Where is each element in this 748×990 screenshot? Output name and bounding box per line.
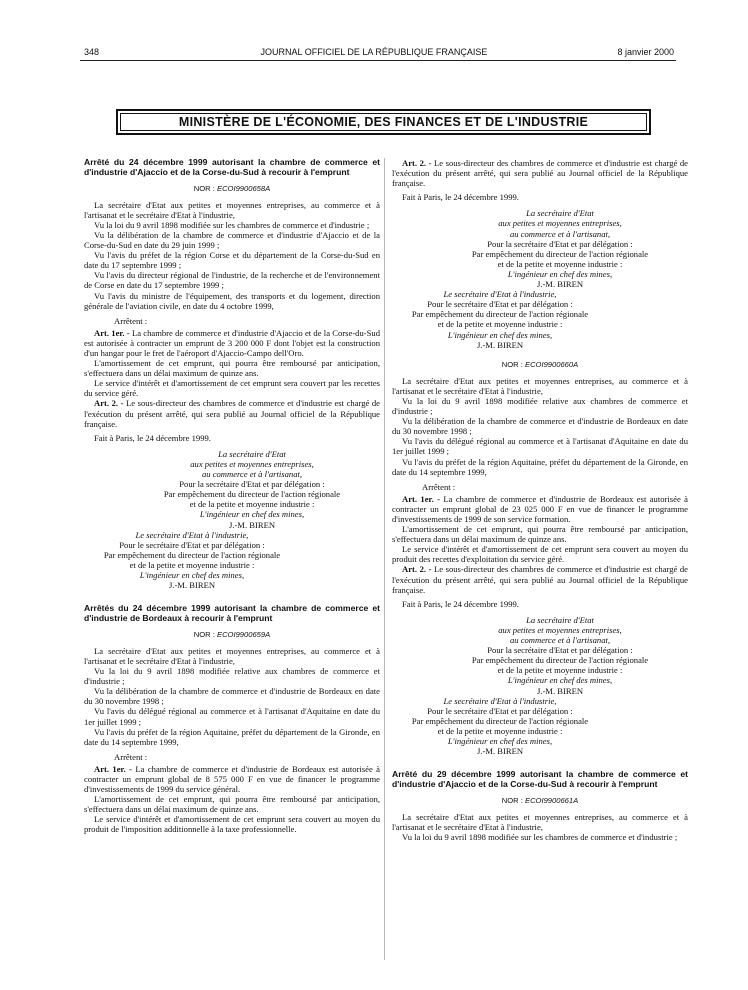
paragraph: La secrétaire d'Etat aux petites et moyennes entreprises, au commerce et à l'artisanat et le secrétaire d'Etat à l'industrie, [392,811,688,832]
paragraph: Vu l'avis du délégué régional au commerce et à l'artisanat d'Aquitaine en date du 1er juillet 1999 ; [392,436,688,457]
article-1: Art. 1er. - La chambre de commerce et d'industrie d'Ajaccio et de la Corse-du-Sud est autorisée à contracter un emprunt de 3 200 000 F dont l'objet est la construction d'un hangar pour le fret de l'aéroport d'Ajaccio-Campo dell'Oro. [84,327,380,358]
ministry-banner [116,109,651,135]
page-number: 348 [84,47,100,57]
article-1: Art. 1er. - La chambre de commerce et d'industrie de Bordeaux est autorisée à contracter un emprunt global de 23 025 000 F en vue de financer le programme d'investissements de 1999 de son service formation. [392,493,688,524]
decree-title: Arrêté du 29 décembre 1999 autorisant la chambre de commerce et d'industrie d'Ajaccio et de la Corse-du-Sud à recourir à l'emprunt [392,769,688,789]
signature-block: La secrétaire d'Etat aux petites et moyennes entreprises, au commerce et à l'artisanat, Pour la secrétaire d'Etat et par délégation : Par empêchement du directeur de l'action régionale et de la petite et moyenne industrie : L'ingénieur en chef des mines, J.-M. BIREN [163,448,341,530]
signature-block: La secrétaire d'Etat aux petites et moyennes entreprises, au commerce et à l'artisanat, Pour la secrétaire d'Etat et par délégation : Par empêchement du directeur de l'action régionale et de la petite et moyenne industrie : L'ingénieur en chef des mines, J.-M. BIREN [471,208,649,290]
paragraph: Vu la loi du 9 avril 1898 modifiée relative aux chambres de commerce et d'industrie ; [84,666,380,687]
signature-block: Le secrétaire d'Etat à l'industrie, Pour le secrétaire d'Etat et par délégation : Par empêchement du directeur de l'action régionale et de la petite et moyenne industrie : L'ingénieur en chef des mines, J.-M. BIREN [411,289,589,350]
paragraph: Vu la loi du 9 avril 1898 modifiée relative aux chambres de commerce et d'industrie ; [392,395,688,417]
arretent: Arrêtent : [114,751,148,762]
paragraph: La secrétaire d'Etat aux petites et moyennes entreprises, au commerce et à l'artisanat et le secrétaire d'Etat à l'industrie, [392,375,688,396]
paragraph: Vu la délibération de la chambre de commerce et d'industrie d'Ajaccio et de la Corse-du-Sud en date du 29 juin 1999 ; [84,229,380,251]
paragraph: Vu la loi du 9 avril 1898 modifiée sur les chambres de commerce et d'industrie ; [94,219,370,230]
paragraph: Vu l'avis du préfet de la région Aquitaine, préfet du département de la Gironde, en date du 14 septembre 1999, [392,456,688,477]
issue-date: 8 janvier 2000 [617,47,674,57]
right-column [392,158,688,842]
paragraph: Le service d'intérêt et d'amortissement de cet emprunt sera couvert au moyen du produit de l'imposition additionnelle à la taxe professionnelle. [84,814,380,835]
paragraph: Vu la loi du 9 avril 1898 modifiée sur les chambres de commerce et d'industrie ; [402,832,678,843]
paragraph: Le service d'intérêt et d'amortissement de cet emprunt sera couvert par les recettes du service géré. [84,378,380,399]
signature-date: Fait à Paris, le 24 décembre 1999. [402,598,519,609]
signature-block: La secrétaire d'Etat aux petites et moyennes entreprises, au commerce et à l'artisanat, Pour la secrétaire d'Etat et par délégation : Par empêchement du directeur de l'action régionale et de la petite et moyenne industrie : L'ingénieur en chef des mines, J.-M. BIREN [471,614,649,696]
journal-title: JOURNAL OFFICIEL DE LA RÉPUBLIQUE FRANÇAISE [260,47,488,57]
left-column [84,158,380,835]
arretent: Arrêtent : [114,315,148,326]
paragraph: Vu l'avis du ministre de l'équipement, des transports et du logement, direction générale de l'aviation civile, en date du 4 octobre 1999, [84,290,380,311]
decree-title: Arrêtés du 24 décembre 1999 autorisant la chambre de commerce et d'industrie de Bordeaux à recourir à l'emprunt [84,603,380,623]
nor-reference: NOR : ECOI9900659A [193,629,271,639]
paragraph: L'amortissement de cet emprunt, qui pourra être remboursé par anticipation, s'effectuera dans un délai maximum de quinze ans. [84,358,380,379]
signature-block: Le secrétaire d'Etat à l'industrie, Pour le secrétaire d'Etat et par délégation : Par empêchement du directeur de l'action régionale et de la petite et moyenne industrie : L'ingénieur en chef des mines, J.-M. BIREN [103,529,281,591]
paragraph: La secrétaire d'Etat aux petites et moyennes entreprises, au commerce et à l'artisanat et le secrétaire d'Etat à l'industrie, [84,199,380,220]
paragraph: Vu la délibération de la chambre de commerce et d'industrie de Bordeaux en date du 30 novembre 1998 ; [392,416,688,437]
paragraph: Vu l'avis du préfet de la région Aquitaine, préfet du département de la Gironde, en date du 14 septembre 1999, [84,726,380,747]
article-1: Art. 1er. - La chambre de commerce et d'industrie de Bordeaux est autorisée à contracter un emprunt global de 8 575 000 F en vue de financer le programme d'investissements de 1999 du service général. [84,763,380,795]
signature-block: Le secrétaire d'Etat à l'industrie, Pour le secrétaire d'Etat et par délégation : Par empêchement du directeur de l'action régionale et de la petite et moyenne industrie : L'ingénieur en chef des mines, J.-M. BIREN [411,695,589,757]
signature-date: Fait à Paris, le 24 décembre 1999. [94,432,211,443]
paragraph: Vu l'avis du délégué régional au commerce et à l'artisanat d'Aquitaine en date du 1er juillet 1999 ; [84,706,380,727]
arretent: Arrêtent : [422,481,456,492]
paragraph: L'amortissement de cet emprunt, qui pourra être remboursé par anticipation, s'effectuera dans un délai maximum de quinze ans. [84,794,380,815]
nor-reference: NOR : ECOI9900658A [193,183,271,193]
paragraph: L'amortissement de cet emprunt, qui pourra être remboursé par anticipation, s'effectuera dans un délai maximum de quinze ans. [392,524,688,545]
article-2: Art. 2. - Le sous-directeur des chambres de commerce et d'industrie est chargé de l'exécution du présent arrêté, qui sera publié au Journal officiel de la République française. [84,398,380,429]
article-2: Art. 2. - Le sous-directeur des chambres de commerce et d'industrie est chargé de l'exécution du présent arrêté, qui sera publié au Journal officiel de la République française. [392,564,688,595]
paragraph: Vu l'avis du directeur régional de l'industrie, de la recherche et de l'environnement de Corse en date du 17 septembre 1999 ; [84,270,380,291]
column-divider [384,158,385,960]
paragraph: Vu la délibération de la chambre de commerce et d'industrie de Bordeaux en date du 30 novembre 1998 ; [84,686,380,707]
nor-reference: NOR : ECOI9900661A [501,795,579,805]
paragraph: La secrétaire d'Etat aux petites et moyennes entreprises, au commerce et à l'artisanat et le secrétaire d'Etat à l'industrie, [84,645,380,666]
signature-date: Fait à Paris, le 24 décembre 1999. [402,192,519,203]
paragraph: Le service d'intérêt et d'amortissement de cet emprunt sera couvert au moyen du produit des recettes d'exploitation du service géré. [392,544,688,565]
article-2: Art. 2. - Le sous-directeur des chambres de commerce et d'industrie est chargé de l'exécution du présent arrêté, qui sera publié au Journal officiel de la République française. [392,158,688,189]
ministry-title: MINISTÈRE DE L'ÉCONOMIE, DES FINANCES ET DE L'INDUSTRIE [178,115,589,129]
header-rule [80,60,676,61]
nor-reference: NOR : ECOI9900660A [501,359,579,369]
decree-title: Arrêté du 24 décembre 1999 autorisant la chambre de commerce et d'industrie d'Ajaccio et de la Corse-du-Sud à recourir à l'emprunt [84,157,380,177]
paragraph: Vu l'avis du préfet de la région Corse et du département de la Corse-du-Sud en date du 17 septembre 1999 ; [84,250,380,271]
